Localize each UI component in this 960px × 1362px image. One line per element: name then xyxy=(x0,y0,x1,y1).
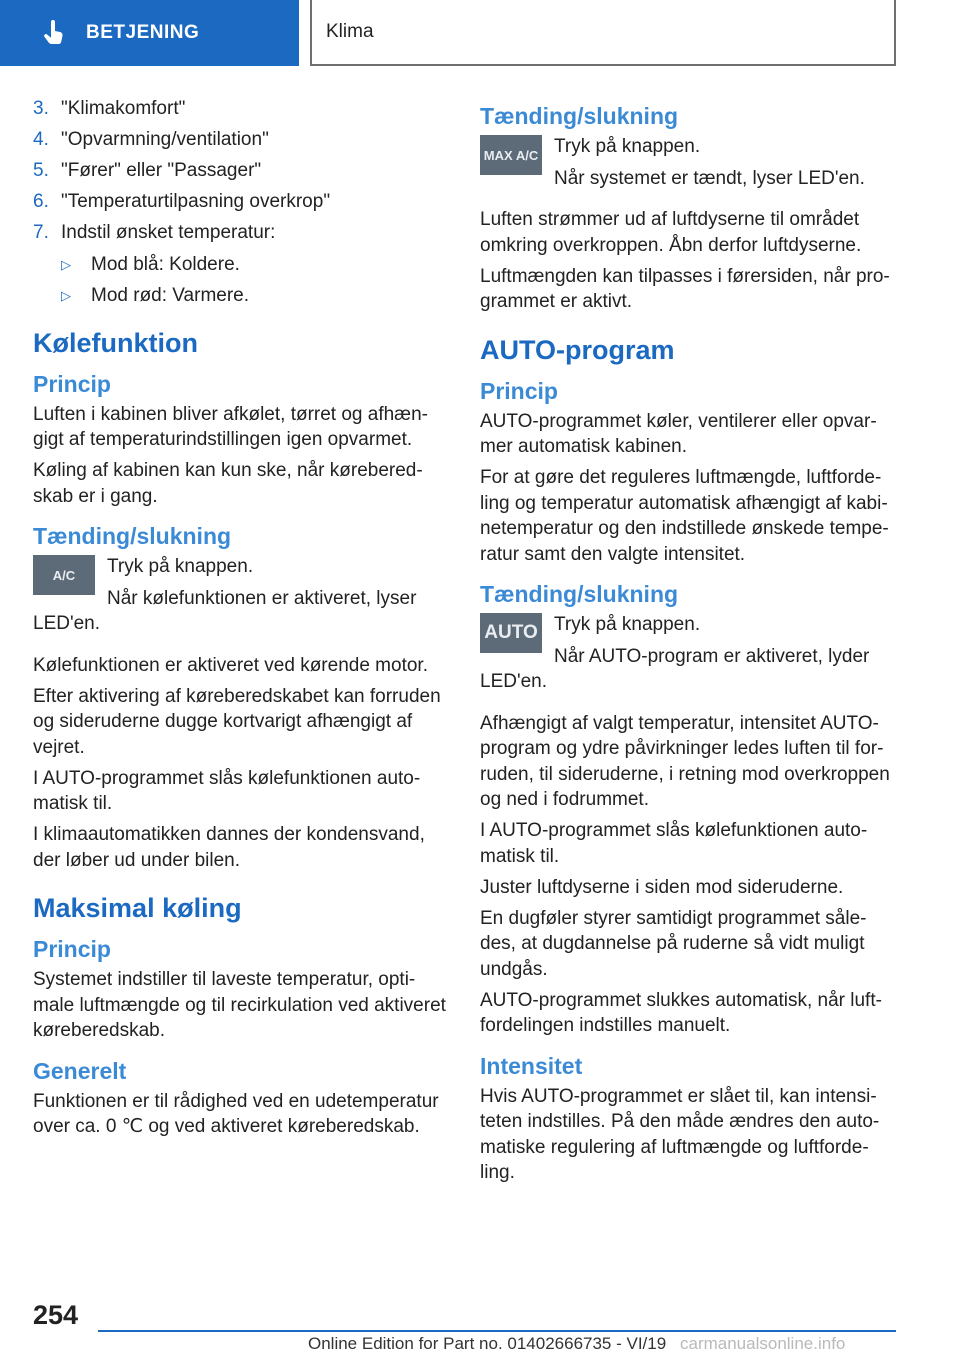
heading-princip: Princip xyxy=(480,377,558,404)
auto-instruction xyxy=(480,612,898,701)
list-item: 7. Indstil ønsket temperatur: ▷ Mod blå: Koldere. ▷ Mod rød: Varmere. xyxy=(33,220,451,314)
heading-princip: Princip xyxy=(33,936,111,962)
paragraph: Køling af kabinen kan kun ske, når kørebered- skab er i gang. xyxy=(33,460,423,507)
triangle-bullet-icon: ▷ xyxy=(61,256,71,272)
section-title: BETJENING xyxy=(86,22,200,43)
heading-maksimal-koling: Maksimal køling xyxy=(33,893,242,923)
heading-taending: Tænding/slukning xyxy=(33,523,232,549)
ac-instruction xyxy=(33,554,451,643)
max-ac-instruction xyxy=(480,134,898,197)
paragraph: Tryk på knappen. xyxy=(107,556,254,577)
paragraph: I klimaautomatikken dannes der kondensvand, der løber ud under bilen. xyxy=(33,824,425,871)
heading-taending: Tænding/slukning xyxy=(480,103,679,129)
paragraph: Tryk på knappen. xyxy=(554,136,701,157)
section-tab[interactable] xyxy=(0,0,299,66)
paragraph: Når systemet er tændt, lyser LED'en. xyxy=(554,167,865,189)
heading-auto-program: AUTO-program xyxy=(480,334,675,365)
paragraph: En dugføler styrer samtidigt programmet såle- des, at dugdannelse på ruderne så vidt muligt undgås. xyxy=(480,907,867,980)
paragraph: Systemet indstiller til laveste temperatur, opti- male luftmængde og til recirkulation ved aktiveret køreberedskab. xyxy=(33,969,446,1041)
max-ac-button-icon: MAX A/C xyxy=(480,135,542,175)
steps-list xyxy=(33,96,451,314)
heading-intensitet: Intensitet xyxy=(480,1052,583,1079)
list-item: 4. "Opvarmning/ventilation" xyxy=(33,129,269,150)
paragraph: Efter aktivering af køreberedskabet kan forruden og sideruderne dugge kortvarigt afhængigt af vejret. xyxy=(33,685,441,758)
paragraph: Afhængigt af valgt temperatur, intensitet AUTO- program og ydre påvirkninger ledes luften til for- ruden, til sideruderne, i retning mod overkroppen og ned i fodrummet. xyxy=(480,712,890,810)
auto-button-icon: AUTO xyxy=(480,613,542,653)
paragraph: Når kølefunktionen er aktiveret, lyser LED'en. xyxy=(33,587,417,634)
watermark: carmanualsonline.info xyxy=(680,1334,846,1353)
paragraph: I AUTO-programmet slås kølefunktionen auto- matisk til. xyxy=(480,820,868,867)
paragraph: Tryk på knappen. xyxy=(554,614,701,635)
page-number: 254 xyxy=(33,1300,79,1330)
paragraph: Kølefunktionen er aktiveret ved kørende motor. xyxy=(33,654,428,676)
paragraph: Luften strømmer ud af luftdyserne til området omkring overkroppen. Åbn derfor luftdyserne. xyxy=(480,209,862,256)
heading-generelt: Generelt xyxy=(33,1057,127,1084)
left-column xyxy=(33,100,451,1145)
list-item: 6. "Temperaturtilpasning overkrop" xyxy=(33,191,331,212)
sub-list xyxy=(33,252,451,314)
paragraph: Luftmængden kan tilpasses i førersiden, når pro- grammet er aktivt. xyxy=(480,265,890,312)
chapter-title: Klima xyxy=(326,21,374,42)
page-header xyxy=(0,0,960,66)
chapter-tab[interactable] xyxy=(310,0,896,66)
right-column xyxy=(480,100,898,1191)
list-item: ▷ Mod rød: Varmere. xyxy=(61,283,451,309)
edition-text: Online Edition for Part no. 01402666735 - VI/19 xyxy=(308,1334,667,1353)
list-item: ▷ Mod blå: Koldere. xyxy=(61,252,451,278)
triangle-bullet-icon: ▷ xyxy=(61,287,71,303)
ac-button-icon: A/C xyxy=(33,555,95,595)
heading-taending: Tænding/slukning xyxy=(480,581,679,607)
paragraph: Juster luftdyserne i siden mod sideruderne. xyxy=(480,876,844,898)
pointing-hand-icon xyxy=(40,19,68,47)
paragraph: Funktionen er til rådighed ved en udetemperatur over ca. 0 ℃ og ved aktiveret køreberedskab. xyxy=(33,1090,439,1137)
footer-divider xyxy=(98,1330,896,1332)
paragraph: AUTO-programmet køler, ventilerer eller opvar- mer automatisk kabinen. xyxy=(480,410,877,457)
heading-princip: Princip xyxy=(33,370,111,397)
paragraph: Når AUTO-program er aktiveret, lyder LED'en. xyxy=(480,645,870,692)
list-item: 3. "Klimakomfort" xyxy=(33,98,186,119)
paragraph: AUTO-programmet slukkes automatisk, når luft- fordelingen indstilles manuelt. xyxy=(480,989,882,1036)
paragraph: I AUTO-programmet slås kølefunktionen auto- matisk til. xyxy=(33,767,421,814)
paragraph: For at gøre det reguleres luftmængde, luftforde- ling og temperatur automatisk afhængigt af kabi- netemperatur og den indstillede ønskede tempe- ratur samt den valgte intensitet. xyxy=(480,467,889,565)
list-item: 5. "Fører" eller "Passager" xyxy=(33,160,262,181)
paragraph: Hvis AUTO-programmet er slået til, kan intensi- teten indstilles. På den måde ændres den auto- matiske regulering af luftmængde og luftforde- ling. xyxy=(480,1085,880,1183)
heading-kolefunktion: Kølefunktion xyxy=(33,327,198,358)
paragraph: Luften i kabinen bliver afkølet, tørret og afhæn- gigt af temperaturindstillingen igen opvarmet. xyxy=(33,403,428,450)
